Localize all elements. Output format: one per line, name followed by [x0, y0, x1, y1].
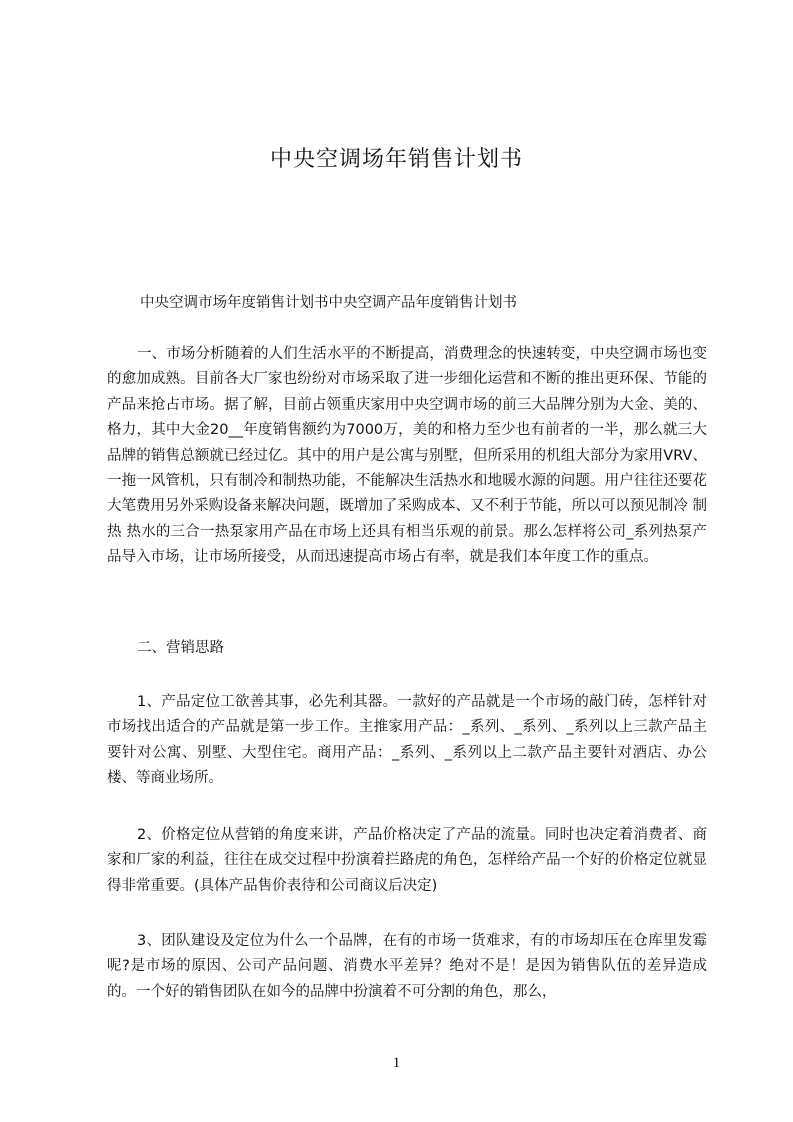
paragraph-price-positioning: 2、价格定位从营销的角度来讲，产品价格决定了产品的流量。同时也决定着消费者、商家和厂家的利益，往往在成交过程中扮演着拦路虎的角色，怎样给产品一个好的价格定位就显得非常重要。(具体产品售价表待和公司商议后决定): [107, 827, 707, 894]
document-subtitle: 中央空调市场年度销售计划书中央空调产品年度销售计划书: [140, 295, 517, 311]
page-number: 1: [392, 1055, 401, 1071]
paragraph-team-building: 3、团队建设及定位为什么一个品牌，在有的市场一货难求，有的市场却压在仓库里发霉呢?是市场的原因、公司产品问题、消费水平差异？绝对不是！是因为销售队伍的差异造成的。一个好的销售团队在如今的品牌中扮演着不可分割的角色，那么，: [107, 933, 707, 1000]
document-title: 中央空调场年销售计划书: [269, 147, 523, 172]
paragraph-product-positioning: 1、产品定位工欲善其事，必先利其器。一款好的产品就是一个市场的敲门砖，怎样针对市场找出适合的产品就是第一步工作。主推家用产品：_系列、_系列、_系列以上三款产品主要针对公寓、别墅、大型住宅。商用产品：_系列、_系列以上二款产品主要针对酒店、办公楼、等商业场所。: [107, 694, 707, 787]
paragraph-market-analysis: 一、市场分析随着的人们生活水平的不断提高，消费理念的快速转变，中央空调市场也变的愈加成熟。目前各大厂家也纷纷对市场采取了进一步细化运营和不断的推出更环保、节能的产品来抢占市场。据了解，目前占领重庆家用中央空调市场的前三大品牌分别为大金、美的、格力，其中大金20__年度销售额约为7000万，美的和格力至少也有前者的一半，那么就三大品牌的销售总额就已经过亿。其中的用户是公寓与别墅，但所采用的机组大部分为家用VRV、一拖一风管机，只有制冷和制热功能，不能解决生活热水和地暖水源的问题。用户往往还要花大笔费用另外采购设备来解决问题，既增加了采购成本、又不利于节能，所以可以预见制冷 制热 热水的三合一热泵家用产品在市场上还具有相当乐观的前景。那么怎样将公司_系列热泵产品导入市场，让市场所接受，从而迅速提高市场占有率，就是我们本年度工作的重点。: [107, 346, 707, 566]
heading-marketing-strategy: 二、营销思路: [137, 640, 224, 656]
